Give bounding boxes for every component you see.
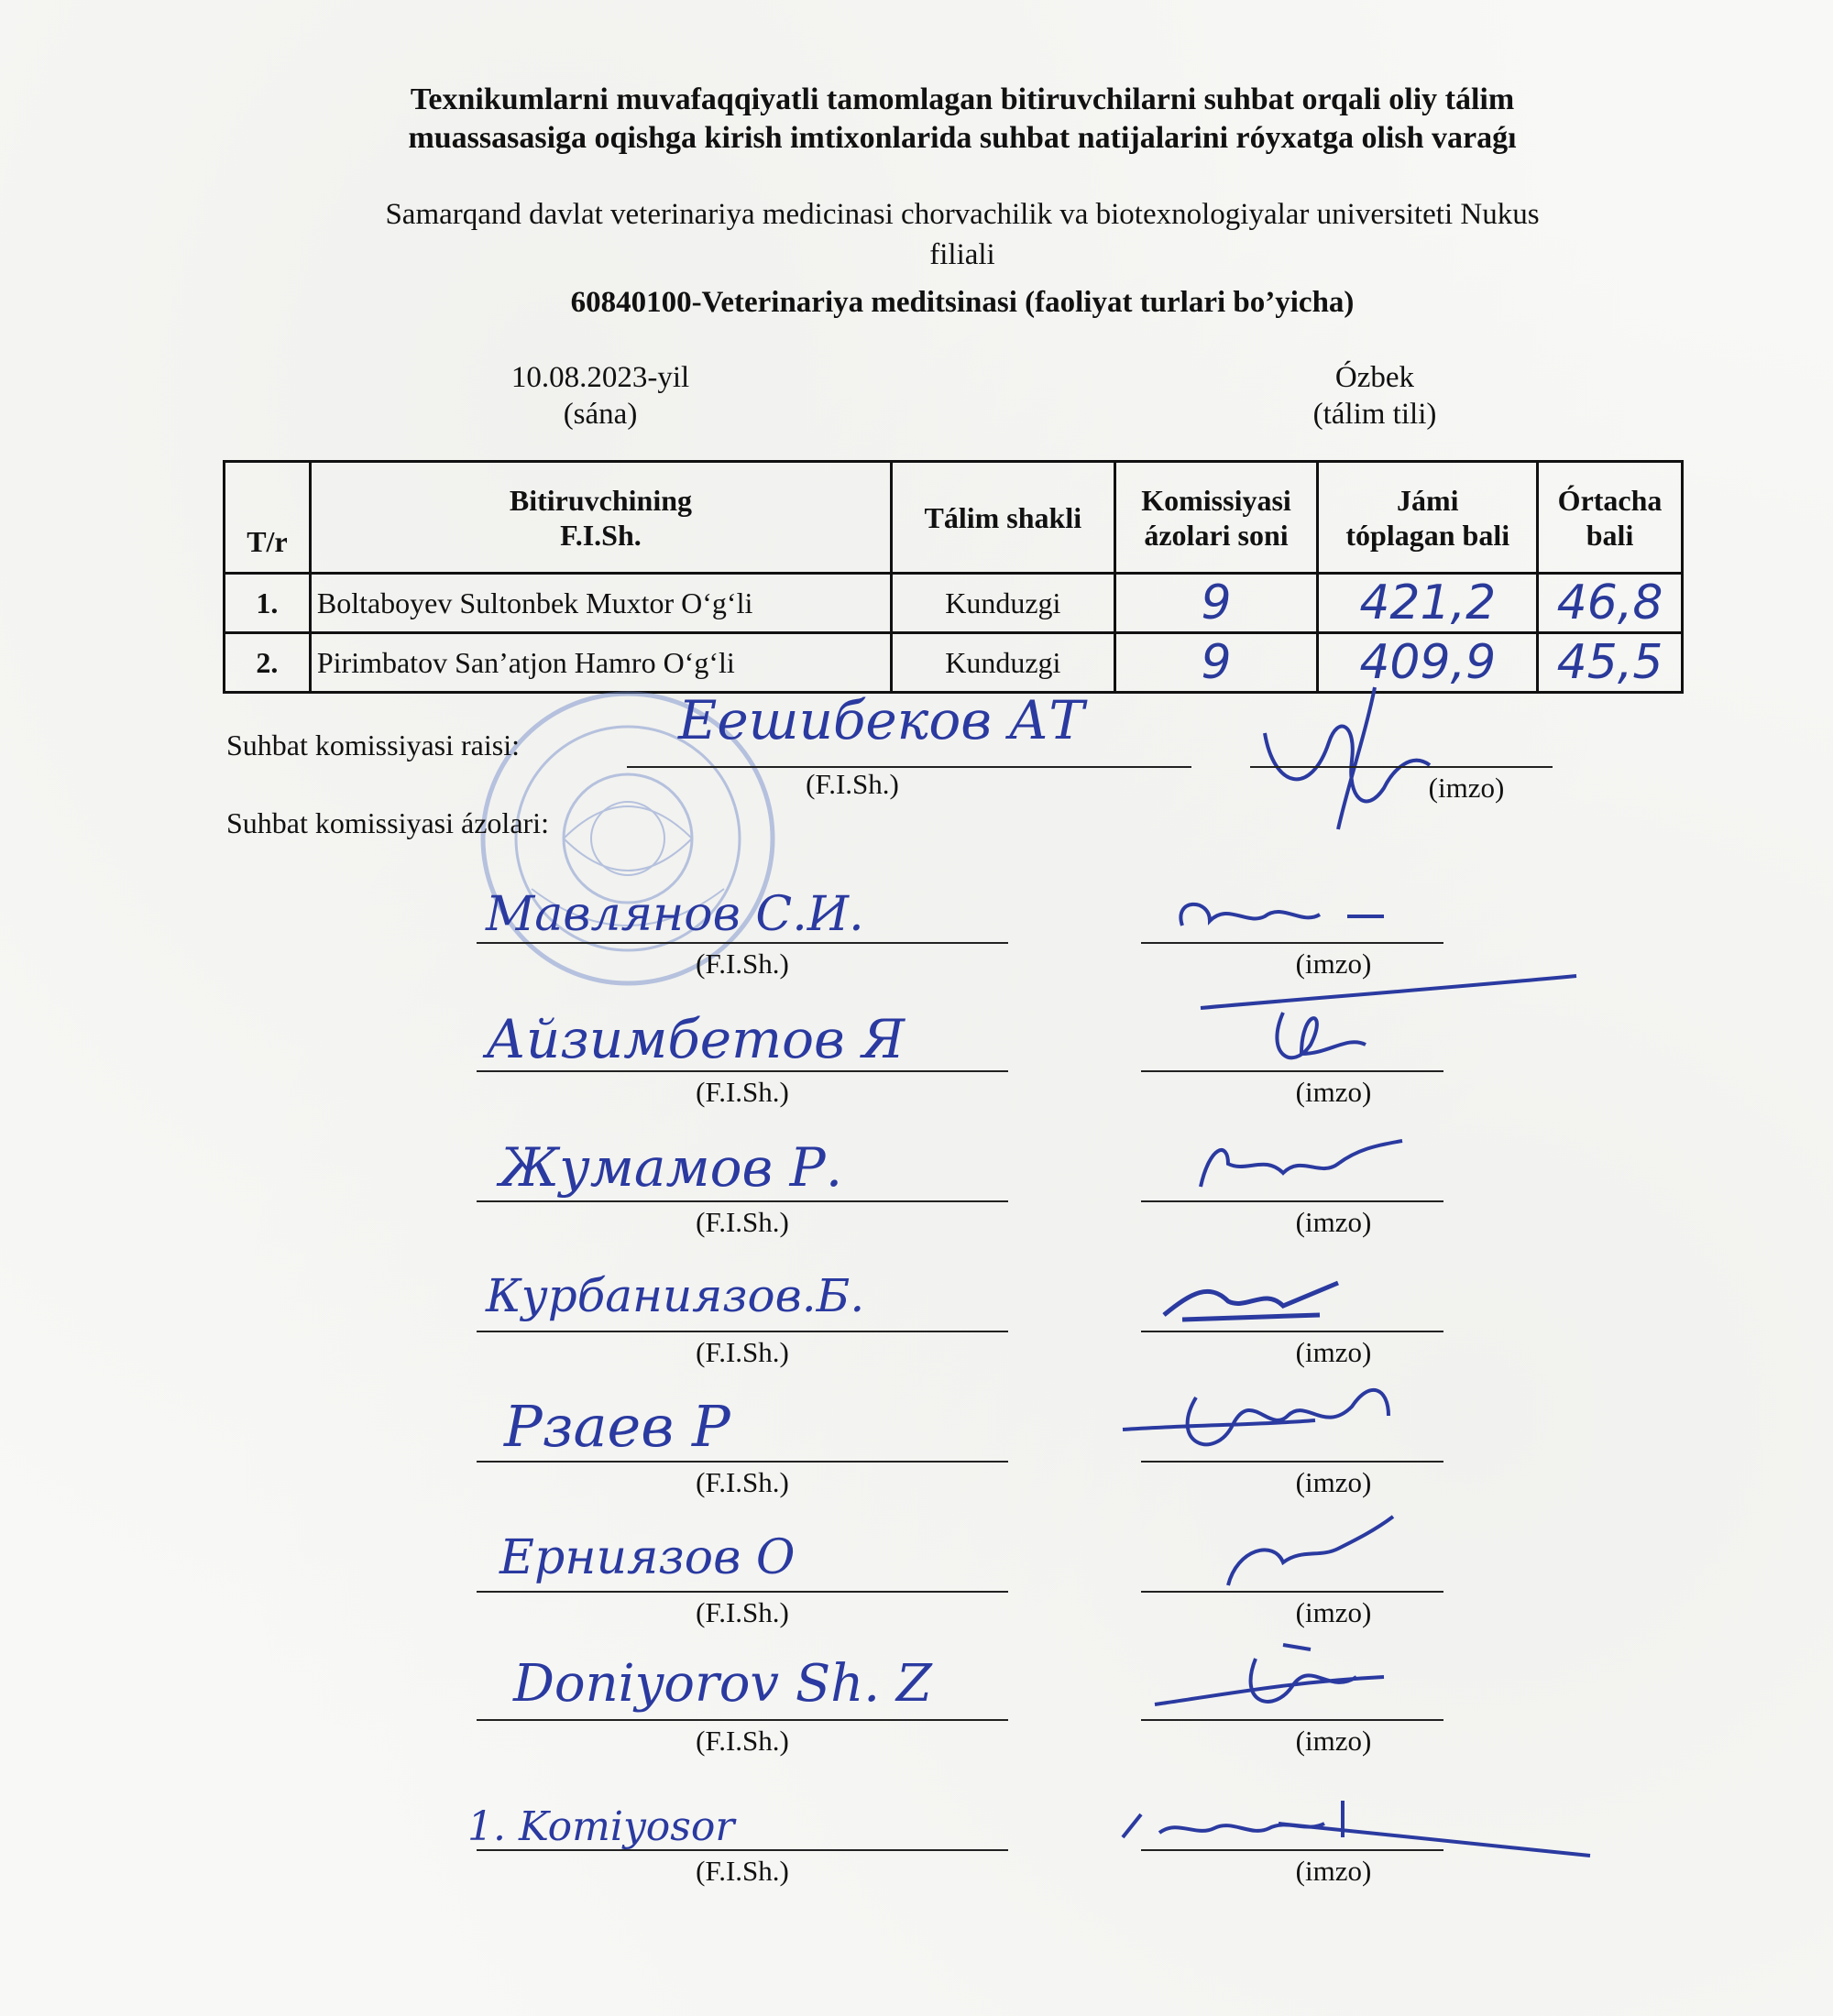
member-imzo-caption: (imzo): [1295, 948, 1372, 980]
member-name-line: [477, 942, 1008, 944]
speciality-title: 60840100-Veterinariya meditsinasi (faoliyat turlari bo’yicha): [570, 286, 1355, 319]
member-fish-caption: (F.I.Sh.): [696, 1466, 789, 1498]
member-signature-icon: [1114, 1370, 1462, 1471]
chair-fish-caption: (F.I.Sh.): [806, 768, 899, 800]
header-name: [310, 462, 891, 574]
member-signature-line: [1141, 1331, 1443, 1332]
member-imzo-caption: (imzo): [1295, 1596, 1372, 1628]
member-name-line: [477, 1591, 1008, 1593]
institution-line-1: Samarqand davlat veterinariya medicinasi chorvachilik va biotexnologiyalar universiteti Nukus: [385, 198, 1540, 231]
members-label: Suhbat komissiyasi ázolari:: [226, 806, 549, 839]
header-avg: [1538, 462, 1683, 574]
row-total: 421,2: [1318, 574, 1538, 633]
institution-line-2: filiali: [929, 238, 995, 271]
row-name: Pirimbatov San’atjon Hamro O‘g‘li: [310, 633, 891, 693]
row-avg: 46,8: [1538, 574, 1683, 633]
member-imzo-caption: (imzo): [1295, 1336, 1372, 1368]
row-total: 409,9: [1318, 633, 1538, 693]
header-total-line-2: tóplagan bali: [1345, 518, 1510, 552]
table-row: [225, 574, 1683, 633]
header-form: Tálim shakli: [892, 462, 1115, 574]
member-name-line: [477, 1849, 1008, 1851]
member-fish-caption: (F.I.Sh.): [696, 1725, 789, 1757]
member-signature-line: [1141, 1070, 1443, 1072]
results-table: [223, 460, 1684, 694]
chair-label: Suhbat komissiyasi raisi:: [226, 729, 520, 761]
member-signature-line: [1141, 1719, 1443, 1721]
member-name-line: [477, 1200, 1008, 1202]
member-signature-icon: [1146, 1640, 1411, 1723]
header-num: T/r: [225, 462, 311, 574]
member-imzo-caption: (imzo): [1295, 1076, 1372, 1108]
date-caption: (sána): [563, 398, 638, 431]
header-name-line-1: Bitiruvchining: [509, 483, 693, 517]
member-signature-line: [1141, 1849, 1443, 1851]
header-commission-line-1: Komissiyasi: [1141, 483, 1291, 517]
member-signature-line: [1141, 1200, 1443, 1202]
title-line-2: muassasasiga oqishga kirish imtixonlarida suhbat natijalarini róyxatga olish varaǵı: [408, 121, 1517, 155]
member-name-handwritten: 1. Komiyosor: [467, 1803, 735, 1850]
date-block: [449, 359, 752, 433]
chair-signature-line: [1250, 766, 1553, 768]
institution-name: [229, 194, 1696, 275]
row-members: 9: [1114, 574, 1318, 633]
member-name-line: [477, 1719, 1008, 1721]
member-name-handwritten: Ерниязов О: [499, 1530, 796, 1585]
header-commission-line-2: ázolari soni: [1144, 518, 1289, 552]
member-signature-icon: [1219, 1512, 1402, 1594]
row-name: Boltaboyev Sultonbek Muxtor O‘g‘li: [310, 574, 891, 633]
member-fish-caption: (F.I.Sh.): [696, 1596, 789, 1628]
member-name-handwritten: Курбаниязов.Б.: [486, 1269, 865, 1322]
member-signature-line: [1141, 1591, 1443, 1593]
table-header-row: [225, 462, 1683, 574]
member-signature-icon: [1164, 889, 1402, 944]
title-line-1: Texnikumlarni muvafaqqiyatli tamomlagan bitiruvchilarni suhbat orqali oliy tálim: [410, 82, 1515, 116]
member-signature-icon: [1191, 971, 1586, 1081]
row-avg: 45,5: [1538, 633, 1683, 693]
member-name-handwritten: Айзимбетов Я: [486, 1008, 906, 1070]
row-num: 2.: [225, 633, 311, 693]
member-signature-line: [1141, 942, 1443, 944]
member-fish-caption: (F.I.Sh.): [696, 948, 789, 980]
member-signature-icon: [1155, 1274, 1356, 1329]
chair-imzo-caption: (imzo): [1428, 772, 1505, 804]
table-row: [225, 633, 1683, 693]
language-block: [1237, 359, 1512, 433]
member-name-handwritten: Жумамов Р.: [499, 1136, 843, 1199]
member-name-handwritten: Рзаев Р: [504, 1393, 730, 1460]
header-commission: [1114, 462, 1318, 574]
date-value: 10.08.2023-yil: [510, 361, 690, 394]
row-num: 1.: [225, 574, 311, 633]
member-name-line: [477, 1331, 1008, 1332]
chair-signature-icon: [1246, 678, 1457, 834]
member-imzo-caption: (imzo): [1295, 1466, 1372, 1498]
row-members: 9: [1114, 633, 1318, 693]
member-name-line: [477, 1070, 1008, 1072]
member-fish-caption: (F.I.Sh.): [696, 1336, 789, 1368]
member-fish-caption: (F.I.Sh.): [696, 1076, 789, 1108]
member-fish-caption: (F.I.Sh.): [696, 1206, 789, 1238]
language-caption: (tálim tili): [1312, 398, 1437, 431]
header-name-line-2: F.I.Sh.: [560, 518, 642, 552]
member-signature-icon: [1191, 1136, 1430, 1200]
member-fish-caption: (F.I.Sh.): [696, 1855, 789, 1887]
header-total-line-1: Jámi: [1396, 483, 1459, 517]
document-title: [183, 81, 1741, 158]
member-name-handwritten: Doniyorov Sh. Z: [513, 1654, 932, 1714]
member-name-handwritten: Мавлянов С.И.: [486, 887, 864, 942]
member-imzo-caption: (imzo): [1295, 1725, 1372, 1757]
member-imzo-caption: (imzo): [1295, 1855, 1372, 1887]
header-total: [1318, 462, 1538, 574]
member-signature-line: [1141, 1461, 1443, 1463]
row-form: Kunduzgi: [892, 633, 1115, 693]
header-avg-line-1: Órtacha: [1557, 483, 1663, 517]
header-avg-line-2: bali: [1586, 518, 1634, 552]
member-name-line: [477, 1461, 1008, 1463]
language-value: Ózbek: [1334, 361, 1415, 394]
member-imzo-caption: (imzo): [1295, 1206, 1372, 1238]
row-form: Kunduzgi: [892, 574, 1115, 633]
chair-name-handwritten: Еешибеков АТ: [678, 689, 1085, 751]
